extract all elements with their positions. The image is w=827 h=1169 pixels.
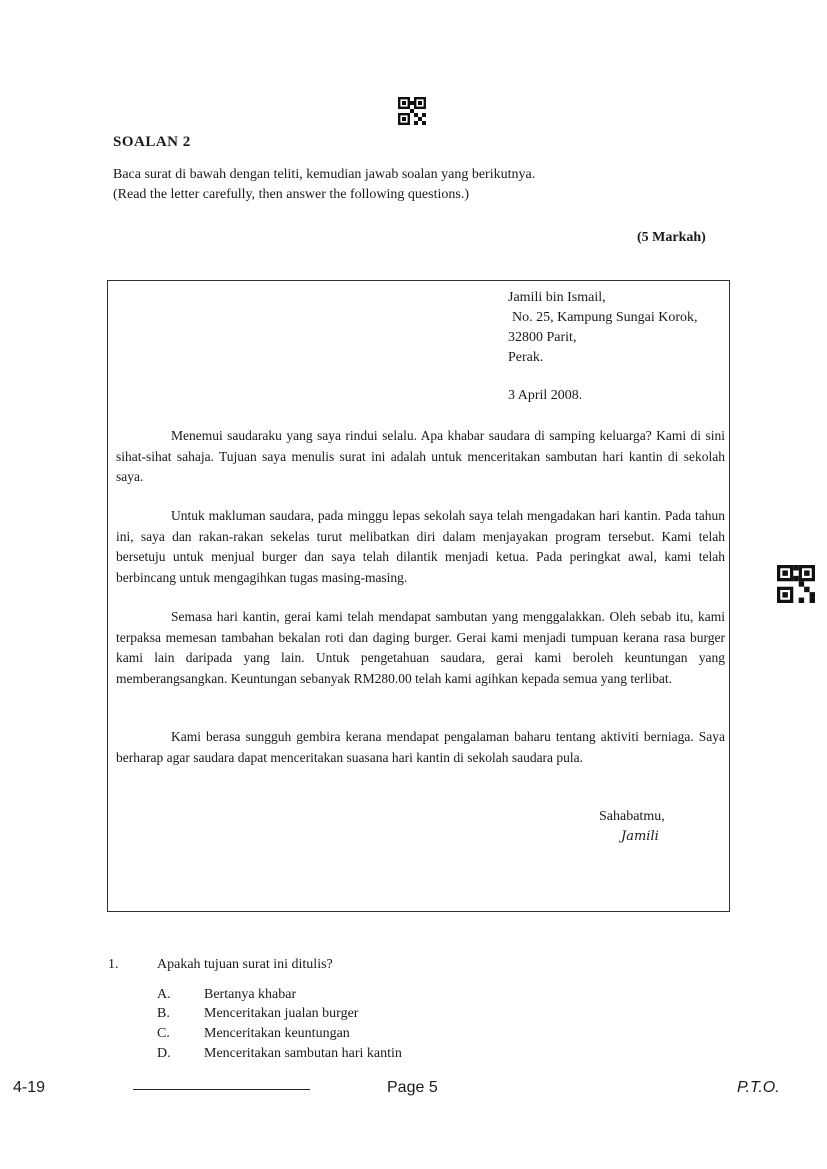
letter-box <box>107 280 730 912</box>
sender-address-line3: Perak. <box>508 350 544 365</box>
sender-name: Jamili bin Ismail, <box>508 290 606 305</box>
letter-paragraph-2: Untuk makluman saudara, pada minggu lepas sekolah saya telah mengadakan hari kantin. Pada tahun ini, saya dan rakan-rakan sekelas turut melibatkan diri dalam menjayakan program tersebut. Kami telah bersetuju untuk menjual burger dan saya telah dilantik menjadi ketua. Pada peringkat awal, kami telah berbincang untuk mengagihkan tugas masing-masing. <box>116 508 725 585</box>
footer-code: 4-19 <box>13 1079 46 1096</box>
option-letter-d: D. <box>157 1046 171 1061</box>
sender-address-line1: No. 25, Kampung Sungai Korok, <box>512 310 698 325</box>
footer-pto: P.T.O. <box>737 1079 780 1096</box>
option-text-d: Menceritakan sambutan hari kantin <box>204 1046 402 1061</box>
marks-label: (5 Markah) <box>637 230 706 245</box>
question-number: 1. <box>108 957 119 972</box>
letter-date: 3 April 2008. <box>508 388 583 403</box>
letter-paragraph-4: Kami berasa sungguh gembira kerana mendapat pengalaman baharu tentang aktiviti berniaga. Saya berharap agar saudara dapat menceritakan suasana hari kantin di sekolah saudara pula. <box>116 729 725 765</box>
option-letter-b: B. <box>157 1006 170 1021</box>
footer-divider <box>133 1089 310 1090</box>
letter-paragraph-3: Semasa hari kantin, gerai kami telah mendapat sambutan yang menggalakkan. Oleh sebab itu, kami terpaksa memesan tambahan bekalan roti dan daging burger. Gerai kami menjadi tumpuan kerana rasa burger kami lain daripada yang lain. Untuk pengetahuan saudara, gerai kami beroleh keuntungan yang memberangsangkan. Keuntungan sebanyak RM280.00 telah kami agihkan kepada semua yang terlibat. <box>116 609 725 686</box>
option-letter-a: A. <box>157 987 171 1002</box>
option-text-b: Menceritakan jualan burger <box>204 1006 359 1021</box>
option-text-a: Bertanya khabar <box>204 987 297 1002</box>
sender-address-line2: 32800 Parit, <box>508 330 577 345</box>
qr-code-icon <box>398 97 426 125</box>
option-letter-c: C. <box>157 1026 170 1041</box>
question-text: Apakah tujuan surat ini ditulis? <box>157 957 333 972</box>
qr-code-icon <box>777 565 815 603</box>
question-heading: SOALAN 2 <box>113 134 191 150</box>
instruction-english: (Read the letter carefully, then answer the following questions.) <box>113 187 469 202</box>
letter-paragraph-1: Menemui saudaraku yang saya rindui selalu. Apa khabar saudara di samping keluarga? Kami di sini sihat-sihat sahaja. Tujuan saya menulis surat ini adalah untuk menceritakan sambutan hari kantin di sekolah saya. <box>116 428 725 484</box>
letter-closing: Sahabatmu, <box>599 809 665 824</box>
footer-page-number: Page 5 <box>387 1079 438 1096</box>
letter-signature: Jamili <box>621 829 659 844</box>
option-text-c: Menceritakan keuntungan <box>204 1026 350 1041</box>
instruction-malay: Baca surat di bawah dengan teliti, kemudian jawab soalan yang berikutnya. <box>113 167 536 182</box>
